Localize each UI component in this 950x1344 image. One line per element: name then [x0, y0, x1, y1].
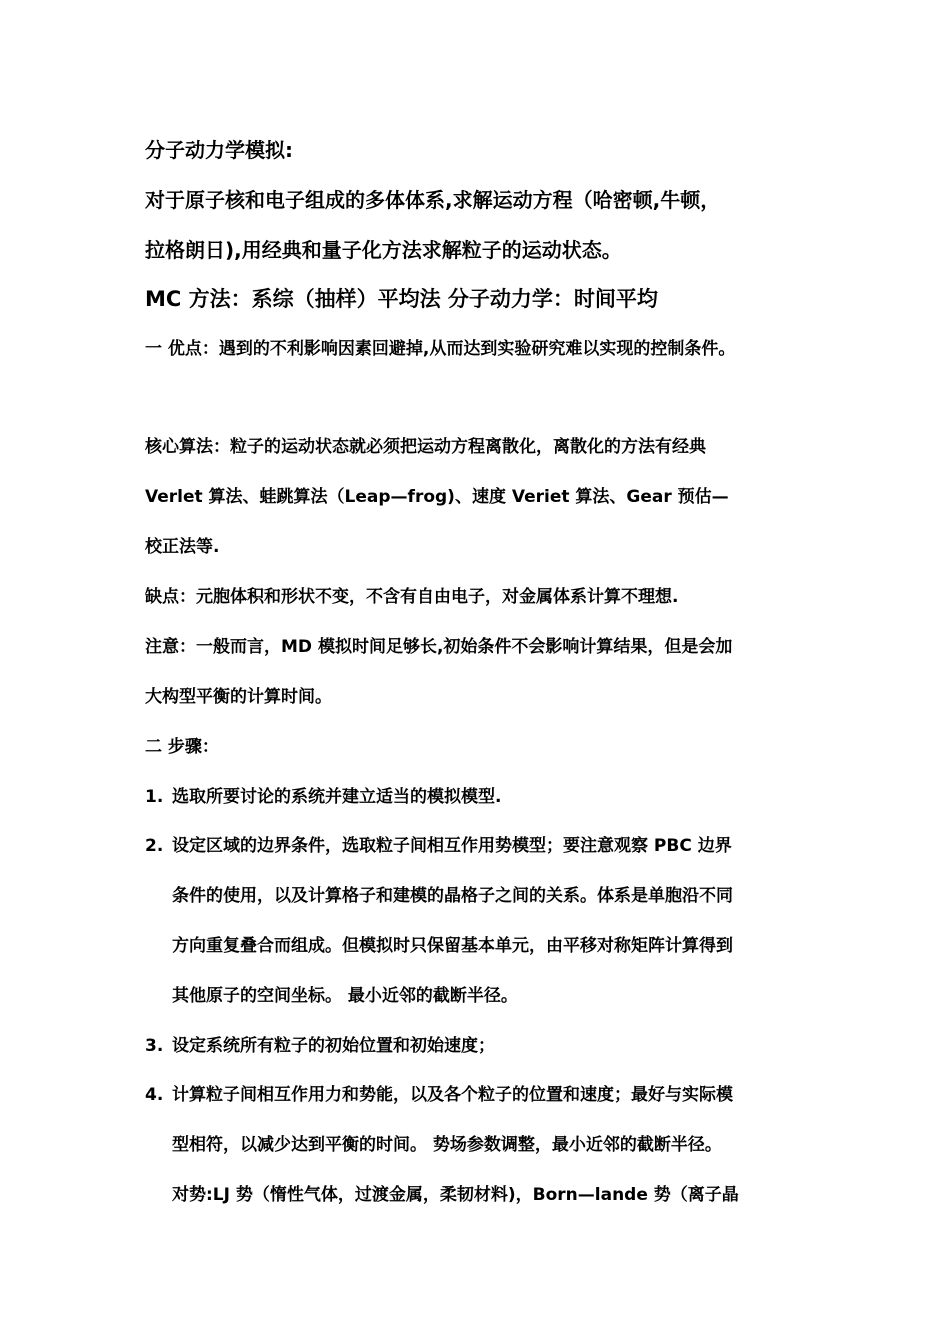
step-text: 选取所要讨论的系统并建立适当的模拟模型. — [172, 787, 502, 807]
step-item-1 — [145, 789, 501, 806]
step-4-continuation-2: 对势:LJ 势（惰性气体，过渡金属，柔韧材料)，Born—lande 势（离子晶 — [172, 1185, 739, 1205]
comparison-line: MC 方法：系综（抽样）平均法 分子动力学：时间平均 — [145, 287, 658, 311]
core-algorithm-line-1: 核心算法：粒子的运动状态就必须把运动方程离散化，离散化的方法有经典 — [145, 437, 706, 457]
note-line-2: 大构型平衡的计算时间。 — [145, 687, 332, 707]
step-item-2 — [145, 838, 732, 855]
intro-line-1: 对于原子核和电子组成的多体体系,求解运动方程（哈密顿,牛顿， — [145, 188, 721, 212]
intro-line-2: 拉格朗日),用经典和量子化方法求解粒子的运动状态。 — [145, 238, 622, 262]
step-text: 设定系统所有粒子的初始位置和初始速度； — [172, 1036, 495, 1056]
step-number: 3. — [145, 1036, 164, 1056]
step-item-4 — [145, 1087, 733, 1104]
step-text: 计算粒子间相互作用力和势能，以及各个粒子的位置和速度；最好与实际模 — [172, 1085, 733, 1105]
step-2-continuation-3: 其他原子的空间坐标。 最小近邻的截断半径。 — [172, 986, 518, 1006]
step-text: 设定区域的边界条件，选取粒子间相互作用势模型；要注意观察 PBC 边界 — [172, 836, 732, 856]
steps-heading: 二 步骤： — [145, 737, 219, 757]
core-algorithm-line-3: 校正法等. — [145, 537, 220, 557]
step-2-continuation-2: 方向重复叠合而组成。但模拟时只保留基本单元，由平移对称矩阵计算得到 — [172, 936, 733, 956]
step-number: 2. — [145, 836, 164, 856]
step-item-3 — [145, 1038, 495, 1055]
advantage-line: 一 优点：遇到的不利影响因素回避掉,从而达到实验研究难以实现的控制条件。 — [145, 339, 736, 359]
disadvantage-line: 缺点：元胞体积和形状不变，不含有自由电子，对金属体系计算不理想. — [145, 587, 679, 607]
step-number: 1. — [145, 787, 164, 807]
note-line-1: 注意：一般而言，MD 模拟时间足够长,初始条件不会影响计算结果，但是会加 — [145, 637, 733, 657]
step-number: 4. — [145, 1085, 164, 1105]
step-2-continuation-1: 条件的使用，以及计算格子和建模的晶格子之间的关系。体系是单胞沿不同 — [172, 886, 733, 906]
core-algorithm-line-2: Verlet 算法、蛙跳算法（Leap—frog)、速度 Veriet 算法、Gear 预估— — [145, 487, 729, 507]
step-4-continuation-1: 型相符，以减少达到平衡的时间。 势场参数调整，最小近邻的截断半径。 — [172, 1135, 722, 1155]
document-title: 分子动力学模拟: — [145, 138, 293, 162]
